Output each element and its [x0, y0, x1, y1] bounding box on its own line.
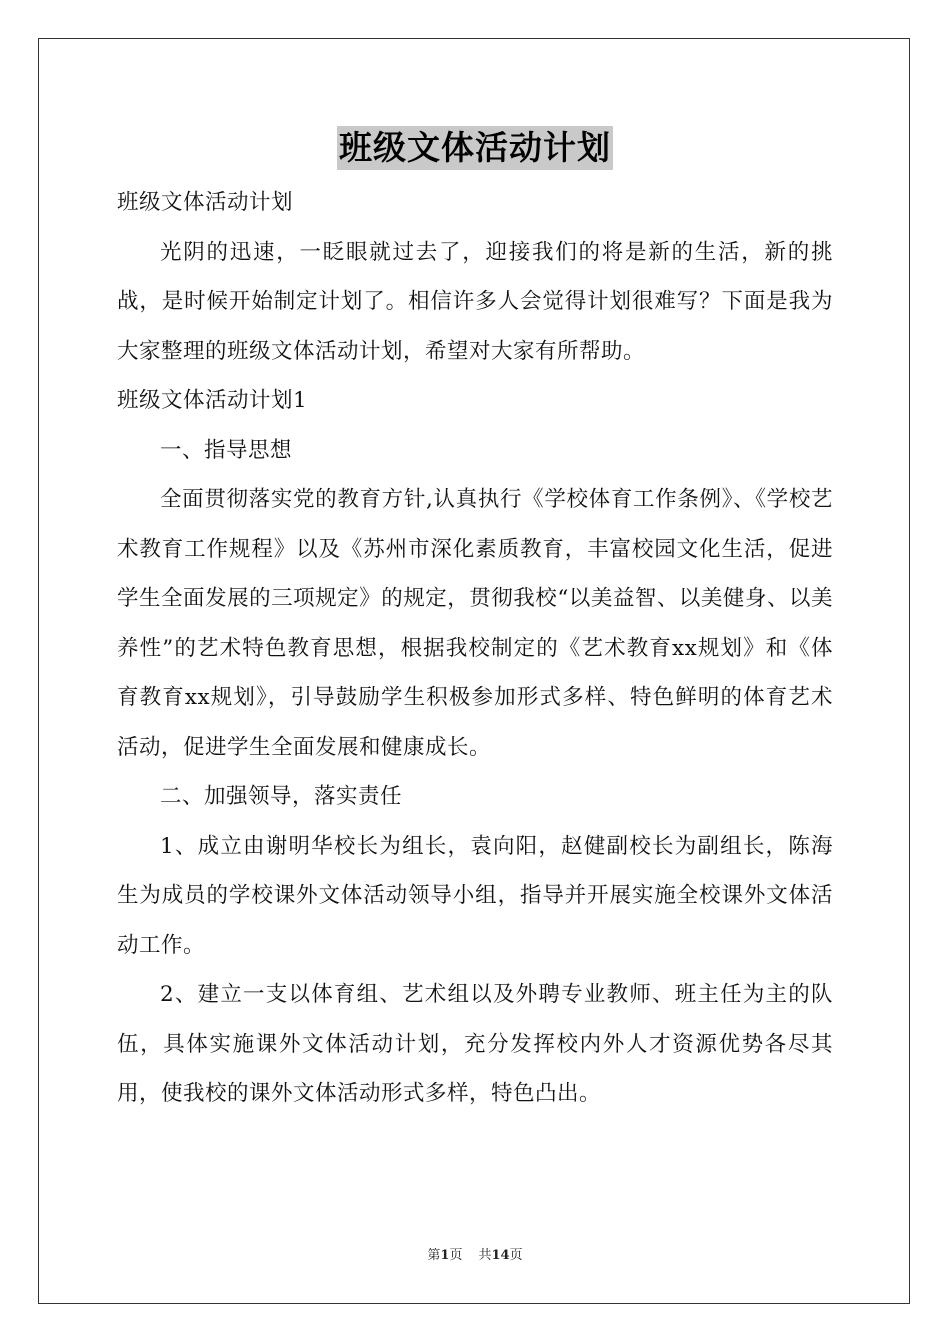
section-title: 班级文体活动计划1	[117, 388, 308, 413]
title-area	[0, 126, 950, 170]
total-pages: 14	[491, 1248, 510, 1263]
page-prefix: 第	[427, 1248, 441, 1263]
document-body	[117, 178, 833, 1119]
heading-leadership: 二、加强领导，落实责任	[160, 784, 403, 809]
heading-guiding-ideology: 一、指导思想	[160, 437, 293, 463]
leadership-item-2: 2、建立一支以体育组、艺术组以及外聘专业教师、班主任为主的队伍，具体实施课外文体活动计划，充分发挥校内外人才资源优势各尽其用，使我校的课外文体活动形式多样，特色凸出。	[117, 982, 833, 1106]
leadership-item-1: 1、成立由谢明华校长为组长，袁向阳，赵健副校长为副组长，陈海生为成员的学校课外文体活动领导小组，指导并开展实施全校课外文体活动工作。	[117, 833, 833, 958]
page-footer	[0, 1244, 950, 1263]
page-suffix: 页	[449, 1248, 463, 1263]
total-prefix: 共	[478, 1248, 492, 1263]
subtitle-paragraph: 班级文体活动计划	[117, 190, 294, 215]
intro-paragraph: 光阴的迅速，一眨眼就过去了，迎接我们的将是新的生活，新的挑战，是时候开始制定计划了。相信许多人会觉得计划很难写？下面是我为大家整理的班级文体活动计划，希望对大家有所帮助。	[117, 239, 833, 364]
guiding-ideology-paragraph: 全面贯彻落实党的教育方针,认真执行《学校体育工作条例》、《学校艺术教育工作规程》以及《苏州市深化素质教育，丰富校园文化生活，促进学生全面发展的三项规定》的规定，贯彻我校“以美益智、以美健身、以美养性”的艺术特色教育思想，根据我校制定的《艺术教育xx规划》和《体育教育xx规划》，引导鼓励学生积极参加形式多样、特色鲜明的体育艺术活动，促进学生全面发展和健康成长。	[117, 487, 833, 760]
page-number: 1	[440, 1248, 450, 1263]
document-title: 班级文体活动计划	[337, 126, 613, 170]
total-suffix: 页	[509, 1248, 523, 1263]
